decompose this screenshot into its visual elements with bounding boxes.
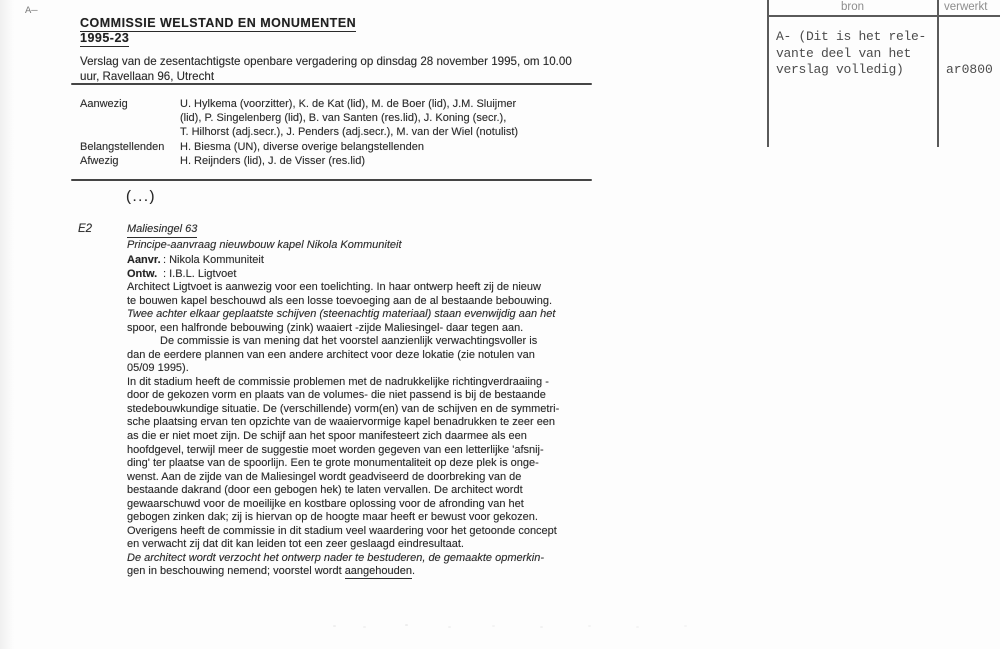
minutes-line: gebogen zinken dak; zij is hiervan op de hoogte maar heeft er bewust voor gekozen. — [127, 511, 538, 524]
minutes-line: te bouwen kapel beschouwd als een losse toevoeging aan de al bestaande bebouwing. — [127, 294, 553, 307]
agenda-item-subtitle: Principe-aanvraag nieuwbouw kapel Nikola Kommuniteit — [127, 239, 402, 251]
minutes-line: Twee achter elkaar geplaatste schijven (steenachtig materiaal) staan evenwijdig aan het — [127, 308, 556, 321]
attendee-line: H. Reijnders (lid), J. de Visser (res.lid) — [180, 154, 366, 167]
minutes-line: as die er niet moet zijn. De schijf aan het spoor manifesteert zich daarmee als een — [127, 430, 527, 443]
scan-speck — [492, 625, 495, 627]
minutes-line: De architect wordt verzocht het ontwerp nader te bestuderen, de gemaakte opmerkin- — [127, 551, 545, 564]
document-title: COMMISSIE WELSTAND EN MONUMENTEN — [80, 16, 357, 30]
minutes-line: stedebouwkundige situatie. De (verschillende) vorm(en) van de schijven en de symmetri- — [127, 402, 560, 415]
minutes-body — [127, 281, 602, 579]
designer-label: Ontw. — [127, 268, 158, 280]
stamp-note — [776, 29, 926, 79]
scan-speck — [636, 626, 639, 628]
attendance-values — [180, 154, 365, 168]
designer-value: : I.B.L. Ligtvoet — [163, 268, 237, 280]
minutes-line: In dit stadium heeft de commissie problemen met de nadrukkelijke richtingverdraaiing - — [127, 375, 549, 388]
applicant-value: : Nikola Kommuniteit — [163, 253, 264, 266]
minutes-line: wenst. Aan de zijde van de Maliesingel wordt geadviseerd de doorbreking van de — [127, 470, 522, 483]
stamp-table-left-border — [767, 0, 769, 147]
attendance-label: Afwezig — [80, 154, 119, 167]
minutes-line: door de gekozen vorm en plaats van de volumes- die niet passend is bij de bestaande — [127, 389, 546, 402]
minutes-line: Overigens heeft de commissie in dit stadium veel waardering voor het getoonde concept — [127, 524, 557, 537]
agenda-item-header — [127, 222, 402, 282]
attendee-line: T. Hilhorst (adj.secr.), J. Penders (adj.secr.), M. van der Wiel (notulist) — [180, 126, 519, 139]
scan-speck — [448, 626, 451, 628]
scan-speck — [684, 625, 687, 627]
minutes-closing-line — [127, 565, 602, 579]
minutes-line: hoofdgevel, terwijl meer de suggestie moet worden gegeven van een letterlijke 'afsnij- — [127, 443, 544, 456]
scan-speck — [540, 626, 543, 628]
attendance-label: Aanwezig — [80, 98, 128, 110]
stamp-table-header-bron: bron — [840, 1, 865, 13]
attendance-values — [180, 140, 424, 154]
document-number: 1995-23 — [80, 31, 130, 45]
closing-post: . — [411, 565, 416, 578]
scan-speck — [333, 625, 336, 627]
stamp-table-header-rule — [767, 15, 1000, 17]
applicant-label: Aanvr. — [127, 253, 161, 266]
stamp-note-line: A- (Dit is het rele- — [776, 29, 927, 44]
minutes-line: dan de eerdere plannen van een andere architect voor deze lokatie (zie notulen van — [127, 348, 535, 361]
minutes-body-lines — [127, 281, 602, 565]
omission-ellipsis: (...) — [126, 188, 156, 205]
minutes-line: ding' ter plaatse van de spoorlijn. Een te grote monumentaliteit op deze plek is onge- — [127, 457, 539, 470]
minutes-line: 05/09 1995). — [127, 362, 189, 375]
stamp-archive-code: ar0800 — [946, 62, 993, 77]
applicant-row — [127, 253, 402, 268]
stamp-table-header-verwerkt: verwerkt — [944, 1, 988, 13]
minutes-line: en verwacht zij dat dit kan leiden tot een zeer geslaagd eindresultaat. — [127, 538, 464, 551]
minutes-line: De commissie is van mening dat het voorstel aanzienlijk verwachtingsvoller is — [160, 335, 538, 348]
closing-pre: gen in beschouwing nemend; voorstel wordt — [127, 565, 345, 578]
minutes-line: sche plaatsing ervan ten opzichte van de waaiervormige kapel benadrukken te zeer een — [127, 416, 556, 429]
minutes-line: Architect Ligtvoet is aanwezig voor een toelichting. In haar ontwerp heeft zij de nieuw — [127, 281, 541, 293]
meeting-description-line1: Verslag van de zesentachtigste openbare vergadering op dinsdag 28 november 1995, om 10.00 — [80, 55, 572, 68]
meeting-description — [80, 55, 600, 84]
attendance-row-aanwezig — [80, 97, 518, 140]
stamp-note-line: vante deel van het — [776, 45, 912, 61]
margin-mark: A— — [25, 5, 38, 17]
scan-speck — [363, 626, 366, 628]
minutes-line: spoor, een halfronde bebouwing (zink) waaiert -zijde Maliesingel- daar tegen aan. — [127, 321, 524, 334]
stamp-note-line: verslag volledig) — [776, 62, 904, 77]
attendee-line: (lid), P. Singelenberg (lid), B. van Santen (res.lid), J. Koning (secr.), — [180, 112, 507, 125]
horizontal-rule-attendance — [71, 179, 592, 181]
scan-edge-shadow — [0, 0, 14, 649]
agenda-item-code: E2 — [78, 223, 93, 235]
meeting-description-line2: uur, Ravellaan 96, Utrecht — [80, 69, 215, 83]
stamp-table-column-divider — [937, 0, 939, 147]
attendance-values — [180, 97, 518, 140]
agenda-item-title: Maliesingel 63 — [127, 222, 197, 238]
attendance-label: Belangstellenden — [80, 140, 165, 153]
minutes-line: gewaarschuwd voor de moeilijke en kostbare oplossing voor de afronding van het — [127, 497, 524, 510]
horizontal-rule-top — [71, 83, 592, 85]
attendee-line: U. Hylkema (voorzitter), K. de Kat (lid), M. de Boer (lid), J.M. Sluijmer — [180, 98, 517, 110]
scan-speck — [588, 625, 591, 627]
attendance-section — [80, 97, 518, 168]
decision-word: aangehouden — [344, 565, 412, 578]
attendance-row-belangstellenden — [80, 140, 518, 154]
scan-speck — [405, 624, 408, 626]
attendance-row-afwezig — [80, 154, 518, 168]
minutes-line: bestaande dakrand (door een gebogen hek) te laten vervallen. De architect wordt — [127, 484, 523, 497]
designer-row — [127, 267, 402, 282]
attendee-line: H. Biesma (UN), diverse overige belangstellenden — [180, 140, 424, 153]
